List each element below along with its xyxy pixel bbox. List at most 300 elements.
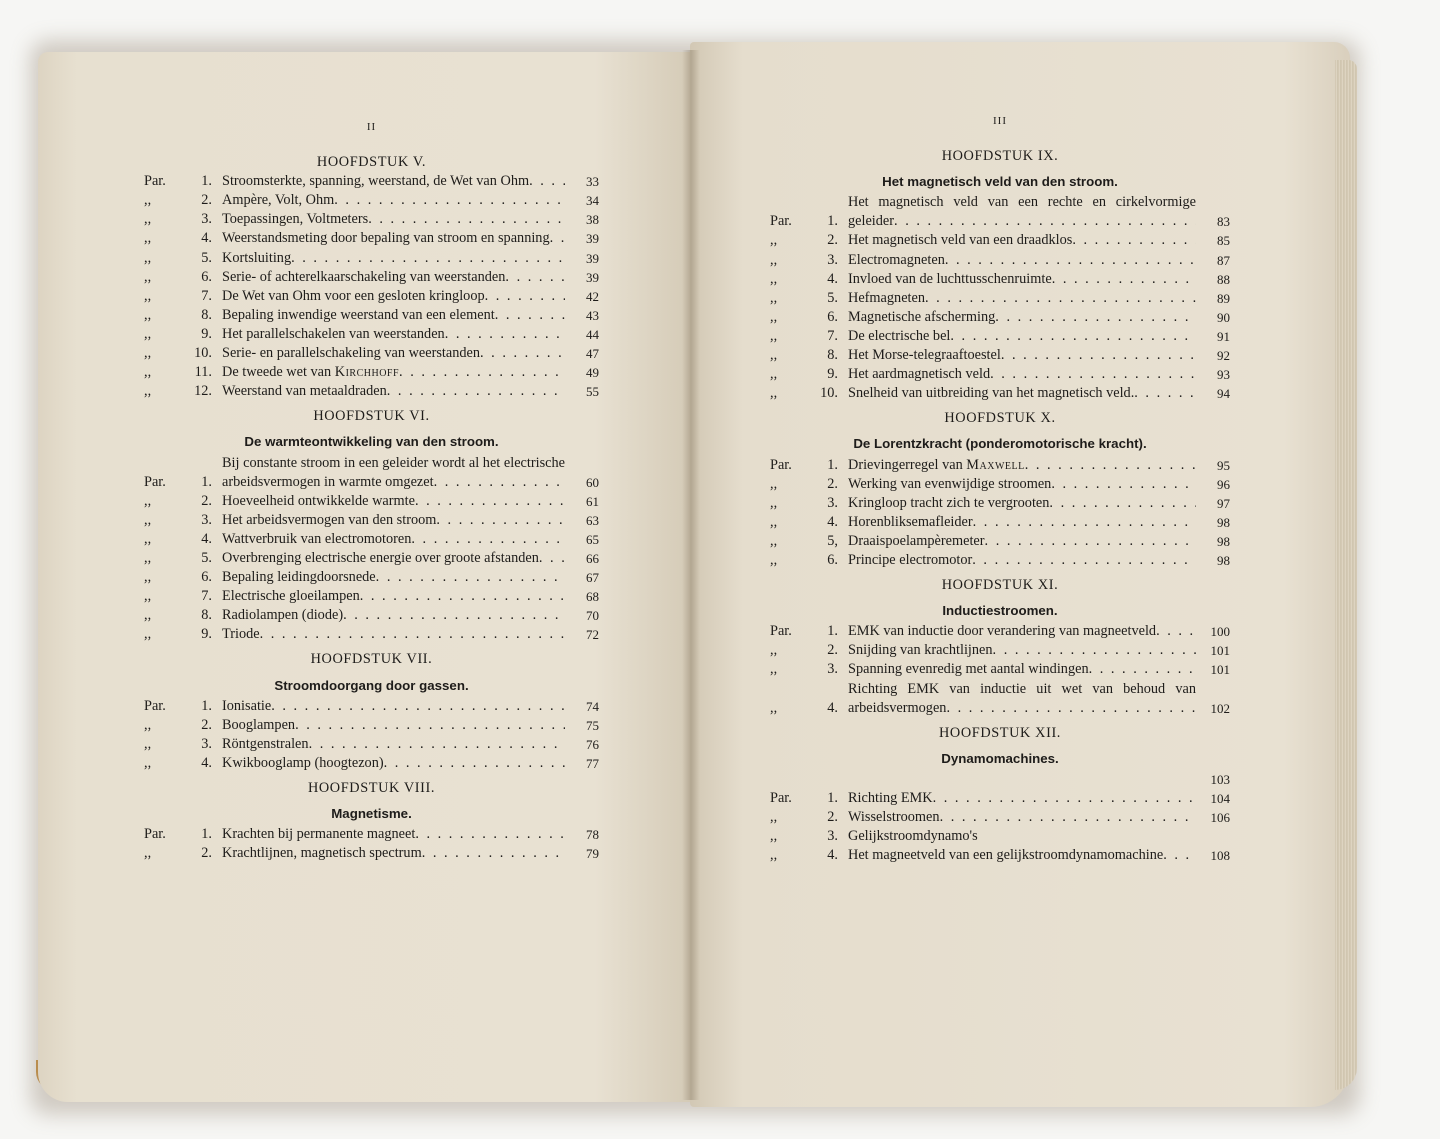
toc-page-number: 61 xyxy=(586,493,599,509)
toc-entry xyxy=(770,513,1230,532)
toc-page-number: 93 xyxy=(1217,367,1230,383)
toc-title xyxy=(222,754,565,773)
toc-entry xyxy=(144,492,599,511)
toc-title-text: Bepaling leidingdoorsnede xyxy=(222,569,376,586)
toc-prefix: ,, xyxy=(144,364,152,381)
toc-title xyxy=(848,251,1196,270)
toc-num: 1. xyxy=(201,473,212,490)
toc-page-number: 67 xyxy=(586,570,599,586)
right-page-content xyxy=(770,112,1230,865)
chapter-title: Magnetisme. xyxy=(331,806,412,822)
toc-title-text: Kortsluiting xyxy=(222,249,292,266)
toc-prefix: ,, xyxy=(144,754,152,771)
toc-prefix: ,, xyxy=(770,532,778,549)
toc-page-number: 98 xyxy=(1217,533,1230,549)
toc-title-name: Maxwell xyxy=(966,456,1025,473)
toc-page-number: 97 xyxy=(1217,495,1230,511)
toc-page-number: 108 xyxy=(1210,848,1230,864)
toc-prefix: ,, xyxy=(144,588,152,605)
toc-num: 2. xyxy=(827,809,838,826)
toc-title xyxy=(222,549,565,568)
toc-num: 4. xyxy=(201,530,212,547)
toc-title xyxy=(222,716,565,735)
toc-num: 9. xyxy=(201,626,212,643)
toc-title-name: Kirchhoff xyxy=(334,364,400,381)
toc-title-text: De Wet van Ohm voor een gesloten kringloop xyxy=(222,287,485,304)
toc-entry xyxy=(144,735,599,754)
toc-num: 1. xyxy=(827,623,838,640)
toc-title-text: Horenbliksemafleider xyxy=(848,513,973,530)
toc-title-text: Weerstandsmeting door bepaling van stroom en spanning xyxy=(222,230,550,247)
toc-entry xyxy=(770,622,1230,641)
toc-title xyxy=(222,568,565,587)
toc-num: 9. xyxy=(201,325,212,342)
toc-prefix: Par. xyxy=(770,623,792,640)
chapter-heading: HOOFDSTUK XII. xyxy=(939,724,1061,741)
toc-num: 6. xyxy=(827,551,838,568)
toc-title xyxy=(848,622,1196,641)
toc-prefix: ,, xyxy=(770,847,778,864)
toc-entry xyxy=(770,846,1230,865)
toc-entry xyxy=(144,568,599,587)
toc-prefix: ,, xyxy=(144,287,152,304)
toc-prefix: Par. xyxy=(770,456,792,473)
toc-page-number: 98 xyxy=(1217,552,1230,568)
toc-num: 7. xyxy=(827,327,838,344)
toc-title-text: Bepaling inwendige weerstand van een element xyxy=(222,306,495,323)
chapter-heading: HOOFDSTUK XI. xyxy=(941,577,1059,594)
toc-entry xyxy=(144,530,599,549)
toc-title-text: Draaispoelampèremeter xyxy=(848,532,985,549)
toc-num: 2. xyxy=(827,642,838,659)
toc-num: 4. xyxy=(827,513,838,530)
toc-title xyxy=(848,365,1196,384)
toc-entry xyxy=(144,697,599,716)
toc-page-number: 96 xyxy=(1217,476,1230,492)
toc-entry xyxy=(144,249,599,268)
toc-entry xyxy=(144,606,599,625)
toc-num: 3. xyxy=(201,735,212,752)
toc-entry xyxy=(144,587,599,606)
toc-entry xyxy=(770,365,1230,384)
toc-entry xyxy=(144,363,599,382)
toc-title xyxy=(222,363,565,382)
toc-title xyxy=(222,735,565,754)
toc-entry xyxy=(144,382,599,401)
chapter-heading: HOOFDSTUK VII. xyxy=(310,651,433,668)
toc-num: 3. xyxy=(827,251,838,268)
toc-title-text: Ampère, Volt, Ohm xyxy=(222,192,335,209)
toc-num: 11. xyxy=(194,364,212,381)
toc-page-number: 78 xyxy=(586,827,599,843)
toc-prefix: ,, xyxy=(770,385,778,402)
toc-title xyxy=(222,530,565,549)
toc-title xyxy=(848,846,1196,865)
chapter-title: Stroomdoorgang door gassen. xyxy=(274,677,469,693)
toc-entry xyxy=(770,475,1230,494)
toc-num: 2. xyxy=(201,492,212,509)
toc-num: 1. xyxy=(827,790,838,806)
toc-title-text: Overbrenging electrische energie over groote afstanden xyxy=(222,549,539,566)
chapter-title: De warmteontwikkeling van den stroom. xyxy=(244,434,499,450)
toc-title xyxy=(848,551,1196,570)
toc-title-text: Wisselstroomen xyxy=(848,809,940,826)
toc-title-text: Het arbeidsvermogen van den stroom xyxy=(222,511,437,528)
toc-prefix: ,, xyxy=(144,845,152,862)
toc-page-number: 100 xyxy=(1210,624,1230,640)
toc-prefix: ,, xyxy=(770,809,778,826)
toc-prefix: ,, xyxy=(144,607,152,624)
toc-prefix: ,, xyxy=(144,383,152,400)
toc-title-text: Electromagneten xyxy=(848,251,945,268)
toc-title xyxy=(222,344,565,363)
toc-title-text: Bij constante stroom in een geleider wordt al het electrische arbeidsvermogen in warmte omgezet xyxy=(222,454,565,490)
toc-title xyxy=(222,249,565,268)
toc-prefix: ,, xyxy=(770,308,778,325)
toc-entry xyxy=(144,210,599,229)
toc-page-number: 85 xyxy=(1217,233,1230,249)
toc-title xyxy=(848,513,1196,532)
toc-title xyxy=(222,325,565,344)
toc-num: 6. xyxy=(201,569,212,586)
toc-entry xyxy=(770,251,1230,270)
toc-title-text: Het parallelschakelen van weerstanden xyxy=(222,325,445,342)
toc-num: 8. xyxy=(201,306,212,323)
toc-num: 7. xyxy=(201,588,212,605)
toc-num: 10. xyxy=(194,345,212,362)
toc-prefix: ,, xyxy=(144,549,152,566)
toc-prefix: ,, xyxy=(770,699,778,716)
toc-prefix: ,, xyxy=(770,251,778,268)
toc-page-number: 55 xyxy=(586,384,599,400)
toc-title-text: Spanning evenredig met aantal windingen xyxy=(848,661,1089,678)
toc-title xyxy=(222,587,565,606)
toc-num: 1. xyxy=(201,173,212,190)
toc-page-number: 72 xyxy=(586,627,599,643)
toc-title-text: Kringloop tracht zich te vergrooten xyxy=(848,494,1050,511)
toc-title-text: Ionisatie xyxy=(222,697,272,714)
toc-title xyxy=(848,494,1196,513)
toc-page-number: 44 xyxy=(586,326,599,342)
toc-entry xyxy=(144,511,599,530)
toc-num: 6. xyxy=(827,308,838,325)
toc-entry xyxy=(770,308,1230,327)
toc-title xyxy=(222,825,565,844)
toc-title-text: Krachten bij permanente magneet xyxy=(222,826,416,843)
toc-page-number: 39 xyxy=(586,231,599,247)
toc-prefix: ,, xyxy=(144,192,152,209)
toc-title xyxy=(848,680,1196,718)
toc-prefix: ,, xyxy=(144,268,152,285)
toc-entry xyxy=(144,306,599,325)
toc-page-number: 77 xyxy=(586,755,599,771)
toc-title xyxy=(222,306,565,325)
toc-page-number: 63 xyxy=(586,512,599,528)
chapter-heading: HOOFDSTUK V. xyxy=(316,154,427,171)
toc-title xyxy=(848,193,1196,231)
chapter-title: Dynamomachines. xyxy=(941,750,1059,766)
toc-prefix: ,, xyxy=(770,513,778,530)
toc-num: 2. xyxy=(201,845,212,862)
toc-title xyxy=(848,456,1196,475)
toc-title-text: Richting EMK van inductie uit wet van behoud van arbeidsvermogen xyxy=(848,680,1196,716)
toc-prefix: ,, xyxy=(144,345,152,362)
toc-entry xyxy=(770,660,1230,679)
toc-prefix: ,, xyxy=(144,511,152,528)
toc-title-text: Serie- en parallelschakeling van weerstanden xyxy=(222,345,481,362)
toc-title xyxy=(222,287,565,306)
chapter-heading: HOOFDSTUK IX. xyxy=(941,148,1059,165)
toc-page-number: 102 xyxy=(1210,700,1230,716)
toc-prefix: ,, xyxy=(144,230,152,247)
toc-num: 8. xyxy=(827,347,838,364)
toc-entry xyxy=(770,270,1230,289)
toc-prefix: ,, xyxy=(144,569,152,586)
toc-title-text: Gelijkstroomdynamo's xyxy=(848,828,978,845)
toc-entry xyxy=(770,680,1230,718)
toc-title xyxy=(848,289,1196,308)
toc-page-number: 79 xyxy=(586,846,599,862)
toc-title-text: Hoeveelheid ontwikkelde warmte xyxy=(222,492,415,509)
toc-title xyxy=(222,268,565,287)
toc-page-number: 98 xyxy=(1217,514,1230,530)
toc-entry xyxy=(144,625,599,644)
page-number: III xyxy=(993,115,1007,127)
toc-page-number: 65 xyxy=(586,531,599,547)
toc-title-text: Booglampen xyxy=(222,716,296,733)
toc-prefix: ,, xyxy=(770,289,778,306)
toc-title xyxy=(848,346,1196,365)
toc-prefix: ,, xyxy=(770,661,778,678)
toc-title xyxy=(222,191,565,210)
toc-title-text: Toepassingen, Voltmeters xyxy=(222,211,369,228)
toc-prefix: Par. xyxy=(144,173,166,190)
toc-page-number: 68 xyxy=(586,589,599,605)
toc-title xyxy=(848,641,1196,660)
toc-prefix: ,, xyxy=(144,306,152,323)
toc-entry xyxy=(144,268,599,287)
toc-entry xyxy=(144,844,599,863)
toc-page-number: 60 xyxy=(586,474,599,490)
toc-entry xyxy=(770,384,1230,403)
toc-title xyxy=(222,492,565,511)
toc-title xyxy=(848,808,1196,827)
toc-page-number: 94 xyxy=(1217,386,1230,402)
toc-num: 2. xyxy=(201,716,212,733)
toc-page-number: 101 xyxy=(1210,662,1230,678)
toc-title-text: Het magnetisch veld van een draadklos xyxy=(848,232,1073,249)
toc-entry xyxy=(144,716,599,735)
toc-title-text: Werking van evenwijdige stroomen xyxy=(848,475,1052,492)
toc-entry xyxy=(144,229,599,248)
toc-prefix: ,, xyxy=(144,325,152,342)
toc-prefix: ,, xyxy=(770,347,778,364)
left-page-content xyxy=(144,118,599,863)
toc-prefix: ,, xyxy=(770,232,778,249)
toc-prefix: Par. xyxy=(770,213,792,230)
chapter-heading: HOOFDSTUK X. xyxy=(944,410,1056,427)
toc-title xyxy=(848,384,1196,403)
toc-prefix: ,, xyxy=(770,494,778,511)
toc-title-text: Krachtlijnen, magnetisch spectrum xyxy=(222,845,422,862)
toc-prefix: Par. xyxy=(770,790,792,806)
toc-page-number: 83 xyxy=(1217,214,1230,230)
toc-title-text: Triode xyxy=(222,626,260,643)
toc-title-text: Radiolampen (diode) xyxy=(222,607,344,624)
toc-page-number: 33 xyxy=(586,174,599,190)
toc-prefix: ,, xyxy=(770,828,778,845)
toc-title xyxy=(222,382,565,401)
toc-entry xyxy=(770,456,1230,475)
toc-entry-lead xyxy=(770,770,1230,789)
toc-page-number: 49 xyxy=(586,365,599,381)
toc-num: 5. xyxy=(827,289,838,306)
toc-num: 3. xyxy=(827,494,838,511)
toc-entry xyxy=(144,172,599,191)
toc-num: 8. xyxy=(201,607,212,624)
toc-entry xyxy=(770,494,1230,513)
chapter-title: Het magnetisch veld van den stroom. xyxy=(882,174,1118,190)
toc-page-number: 47 xyxy=(586,346,599,362)
toc-num: 1. xyxy=(201,697,212,714)
toc-prefix: ,, xyxy=(144,626,152,643)
toc-page-number: 91 xyxy=(1217,328,1230,344)
toc-num: 3. xyxy=(201,211,212,228)
toc-entry xyxy=(770,827,1230,846)
toc-title-text: De electrische bel xyxy=(848,327,951,344)
toc-entry xyxy=(144,287,599,306)
toc-title xyxy=(848,789,1196,808)
toc-num: 4. xyxy=(201,230,212,247)
chapter-heading: HOOFDSTUK VIII. xyxy=(307,780,436,796)
chapter-title: De Lorentzkracht (ponderomotorische kracht). xyxy=(853,436,1147,452)
toc-title xyxy=(848,660,1196,679)
toc-num: 1. xyxy=(201,826,212,843)
toc-title-text: Invloed van de luchttusschenruimte xyxy=(848,270,1052,287)
toc-page-number: 43 xyxy=(586,307,599,323)
chapter-heading: HOOFDSTUK VI. xyxy=(313,408,430,425)
toc-prefix: Par. xyxy=(144,473,166,490)
toc-title-text: Het aardmagnetisch veld xyxy=(848,366,991,383)
toc-prefix: ,, xyxy=(144,249,152,266)
toc-title-text: Drievingerregel van xyxy=(848,456,963,473)
toc-title-text: EMK van inductie door verandering van magneetveld xyxy=(848,623,1157,640)
toc-page-number: 95 xyxy=(1217,457,1230,473)
toc-entry xyxy=(144,191,599,210)
toc-prefix: Par. xyxy=(144,697,166,714)
toc-title-text: Snelheid van uitbreiding van het magnetisch veld. xyxy=(848,385,1135,402)
toc-title xyxy=(222,210,565,229)
toc-page-number: 39 xyxy=(586,269,599,285)
toc-num: 7. xyxy=(201,287,212,304)
toc-page-number: 106 xyxy=(1210,810,1230,826)
toc-entry xyxy=(770,327,1230,346)
toc-title xyxy=(222,697,565,716)
toc-page-number: 42 xyxy=(586,288,599,304)
toc-title-text: Kwikbooglamp (hoogtezon) xyxy=(222,754,384,771)
toc-entry xyxy=(144,454,599,492)
toc-page-number: 76 xyxy=(586,736,599,752)
toc-title-text: Stroomsterkte, spanning, weerstand, de Wet van Ohm xyxy=(222,173,530,190)
toc-num: 10. xyxy=(820,385,838,402)
toc-num: 5. xyxy=(201,549,212,566)
toc-page-number: 70 xyxy=(586,608,599,624)
toc-title-text: Weerstand van metaaldraden xyxy=(222,383,387,400)
toc-num: 12. xyxy=(194,383,212,400)
page-edges xyxy=(1335,60,1357,1090)
toc-title xyxy=(222,229,565,248)
toc-entry xyxy=(770,193,1230,231)
toc-num: 5. xyxy=(201,249,212,266)
toc-num: 4. xyxy=(201,754,212,771)
toc-num: 3. xyxy=(827,828,838,845)
toc-page-number: 74 xyxy=(586,698,599,714)
toc-entry xyxy=(144,549,599,568)
toc-page-number: 34 xyxy=(586,193,599,209)
toc-page-number: 87 xyxy=(1217,252,1230,268)
toc-num: 2. xyxy=(827,232,838,249)
toc-num: 4. xyxy=(827,270,838,287)
toc-title xyxy=(222,625,565,644)
toc-title-text: Principe electromotor xyxy=(848,551,973,568)
toc-prefix: ,, xyxy=(770,551,778,568)
toc-title-text: Het Morse-telegraaftoestel xyxy=(848,347,1001,364)
book-gutter xyxy=(682,50,700,1100)
toc-entry xyxy=(770,789,1230,808)
toc-entry xyxy=(770,289,1230,308)
toc-entry xyxy=(144,754,599,773)
toc-page-number: 90 xyxy=(1217,309,1230,325)
toc-page-number: 88 xyxy=(1217,271,1230,287)
toc-title xyxy=(848,308,1196,327)
toc-entry xyxy=(144,825,599,844)
toc-num: 3. xyxy=(827,661,838,678)
toc-prefix: ,, xyxy=(770,475,778,492)
toc-title-text: Hefmagneten xyxy=(848,289,926,306)
toc-prefix: ,, xyxy=(144,492,152,509)
toc-entry xyxy=(144,325,599,344)
toc-prefix: ,, xyxy=(144,716,152,733)
toc-prefix: Par. xyxy=(144,826,166,843)
toc-prefix: ,, xyxy=(770,642,778,659)
chapter-title: Inductiestroomen. xyxy=(942,603,1058,619)
toc-title xyxy=(222,606,565,625)
toc-title xyxy=(222,511,565,530)
toc-num: 5, xyxy=(827,532,838,549)
toc-title xyxy=(848,827,1196,846)
toc-entry xyxy=(144,344,599,363)
toc-title-text: Richting EMK xyxy=(848,790,933,806)
toc-title xyxy=(848,327,1196,346)
toc-title-text: De tweede wet van xyxy=(222,364,332,381)
toc-entry xyxy=(770,532,1230,551)
toc-page-number: 89 xyxy=(1217,290,1230,306)
toc-entry xyxy=(770,641,1230,660)
toc-page-number: 101 xyxy=(1210,643,1230,659)
toc-title-text: Electrische gloeilampen xyxy=(222,588,360,605)
toc-num: 4. xyxy=(827,699,838,716)
toc-page-number: 66 xyxy=(586,550,599,566)
toc-prefix: ,, xyxy=(770,327,778,344)
toc-num: 1. xyxy=(827,213,838,230)
toc-page-number: 38 xyxy=(586,212,599,228)
toc-entry xyxy=(770,551,1230,570)
toc-title xyxy=(222,454,565,492)
toc-page-number: 39 xyxy=(586,250,599,266)
toc-num: 6. xyxy=(201,268,212,285)
toc-prefix: ,, xyxy=(770,366,778,383)
toc-title xyxy=(222,844,565,863)
